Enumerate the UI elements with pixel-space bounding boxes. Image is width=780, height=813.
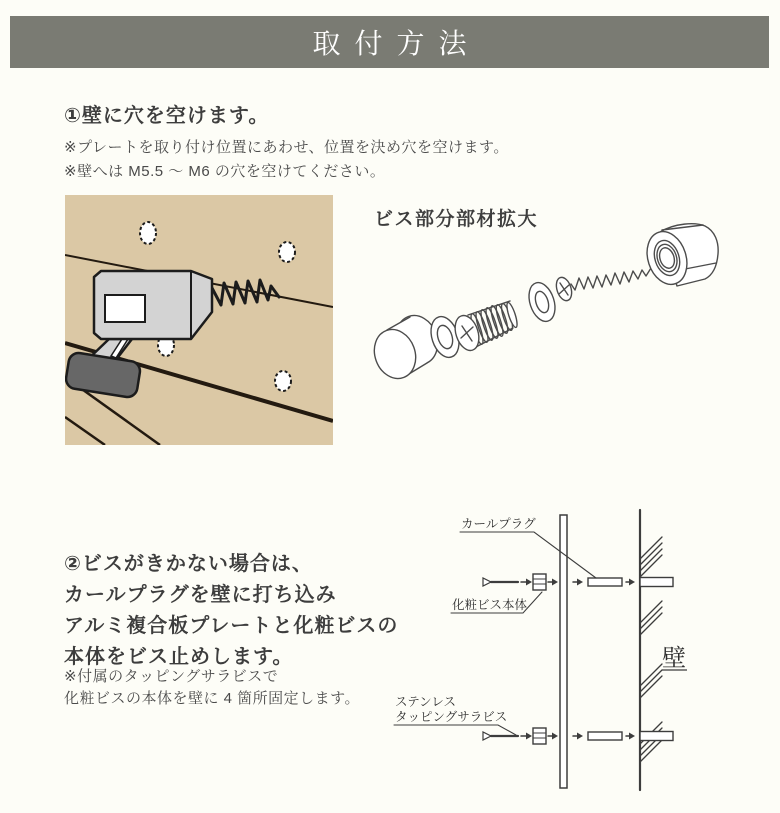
step1-note-2: ※壁へは M5.5 ～ M6 の穴を空けてください。 — [64, 163, 386, 180]
exploded-screw-diagram — [365, 222, 765, 392]
inserted-plug-shape — [640, 578, 673, 587]
arrow-right-icon — [552, 579, 558, 586]
header-bar — [10, 16, 769, 68]
screw-head-icon — [483, 578, 491, 586]
label-wall: 壁 — [662, 645, 686, 672]
curl-plug-shape — [588, 732, 622, 740]
step2-heading — [64, 549, 398, 673]
tapping-screw-part — [554, 268, 651, 303]
label-curl-plug: カールプラグ — [461, 517, 536, 531]
decorative-screw-male-part — [451, 301, 519, 354]
step2-note-2: 化粧ビスの本体を壁に 4 箇所固定します。 — [64, 690, 360, 707]
arrow-right-icon — [629, 579, 635, 586]
washer-part-2 — [524, 279, 559, 324]
screw-head-icon — [483, 732, 491, 740]
curl-plug-shape — [588, 578, 622, 586]
drill-into-wall-illustration — [65, 195, 333, 445]
assembly-row-top — [483, 574, 673, 590]
wall-cross-section-diagram — [390, 505, 710, 805]
step2-note-1: ※付属のタッピングサラビスで — [64, 668, 279, 685]
wall-hatch-marks — [640, 537, 662, 762]
arrow-right-icon — [577, 579, 583, 586]
screw-body-side-view — [533, 728, 546, 744]
arrow-right-icon — [629, 733, 635, 740]
label-stainless-line1: ステンレス — [395, 695, 456, 709]
step2-heading-line-1: ②ビスがきかない場合は、 — [64, 553, 313, 575]
step1-note-1: ※プレートを取り付け位置にあわせ、位置を決め穴を空けます。 — [64, 139, 509, 156]
step2-heading-line-2: カールプラグを壁に打ち込み — [64, 584, 337, 606]
arrow-right-icon — [526, 733, 532, 740]
label-screw-body: 化粧ビス本体 — [452, 598, 528, 612]
inserted-plug-shape — [640, 732, 673, 741]
step2-heading-line-3: アルミ複合板プレートと化粧ビスの — [64, 615, 399, 637]
exploded-view-title: ビス部分部材拡大 — [374, 209, 539, 230]
screw-body-side-view — [533, 574, 546, 590]
label-stainless-line2: タッピングサラビス — [395, 710, 508, 724]
assembly-row-bottom — [483, 728, 673, 744]
drill-body — [94, 271, 212, 339]
step1-heading: ①壁に穴を空けます。 — [64, 105, 270, 127]
step1-notes — [64, 136, 509, 184]
arrow-right-icon — [552, 733, 558, 740]
screw-body-nut-part — [641, 224, 719, 290]
step2-heading-line-4: 本体をビス止めします。 — [64, 646, 294, 668]
arrow-right-icon — [526, 579, 532, 586]
drill-label-window — [105, 295, 145, 322]
step2-notes — [64, 666, 360, 710]
arrow-right-icon — [577, 733, 583, 740]
page-title: 取付方法 — [312, 28, 481, 59]
